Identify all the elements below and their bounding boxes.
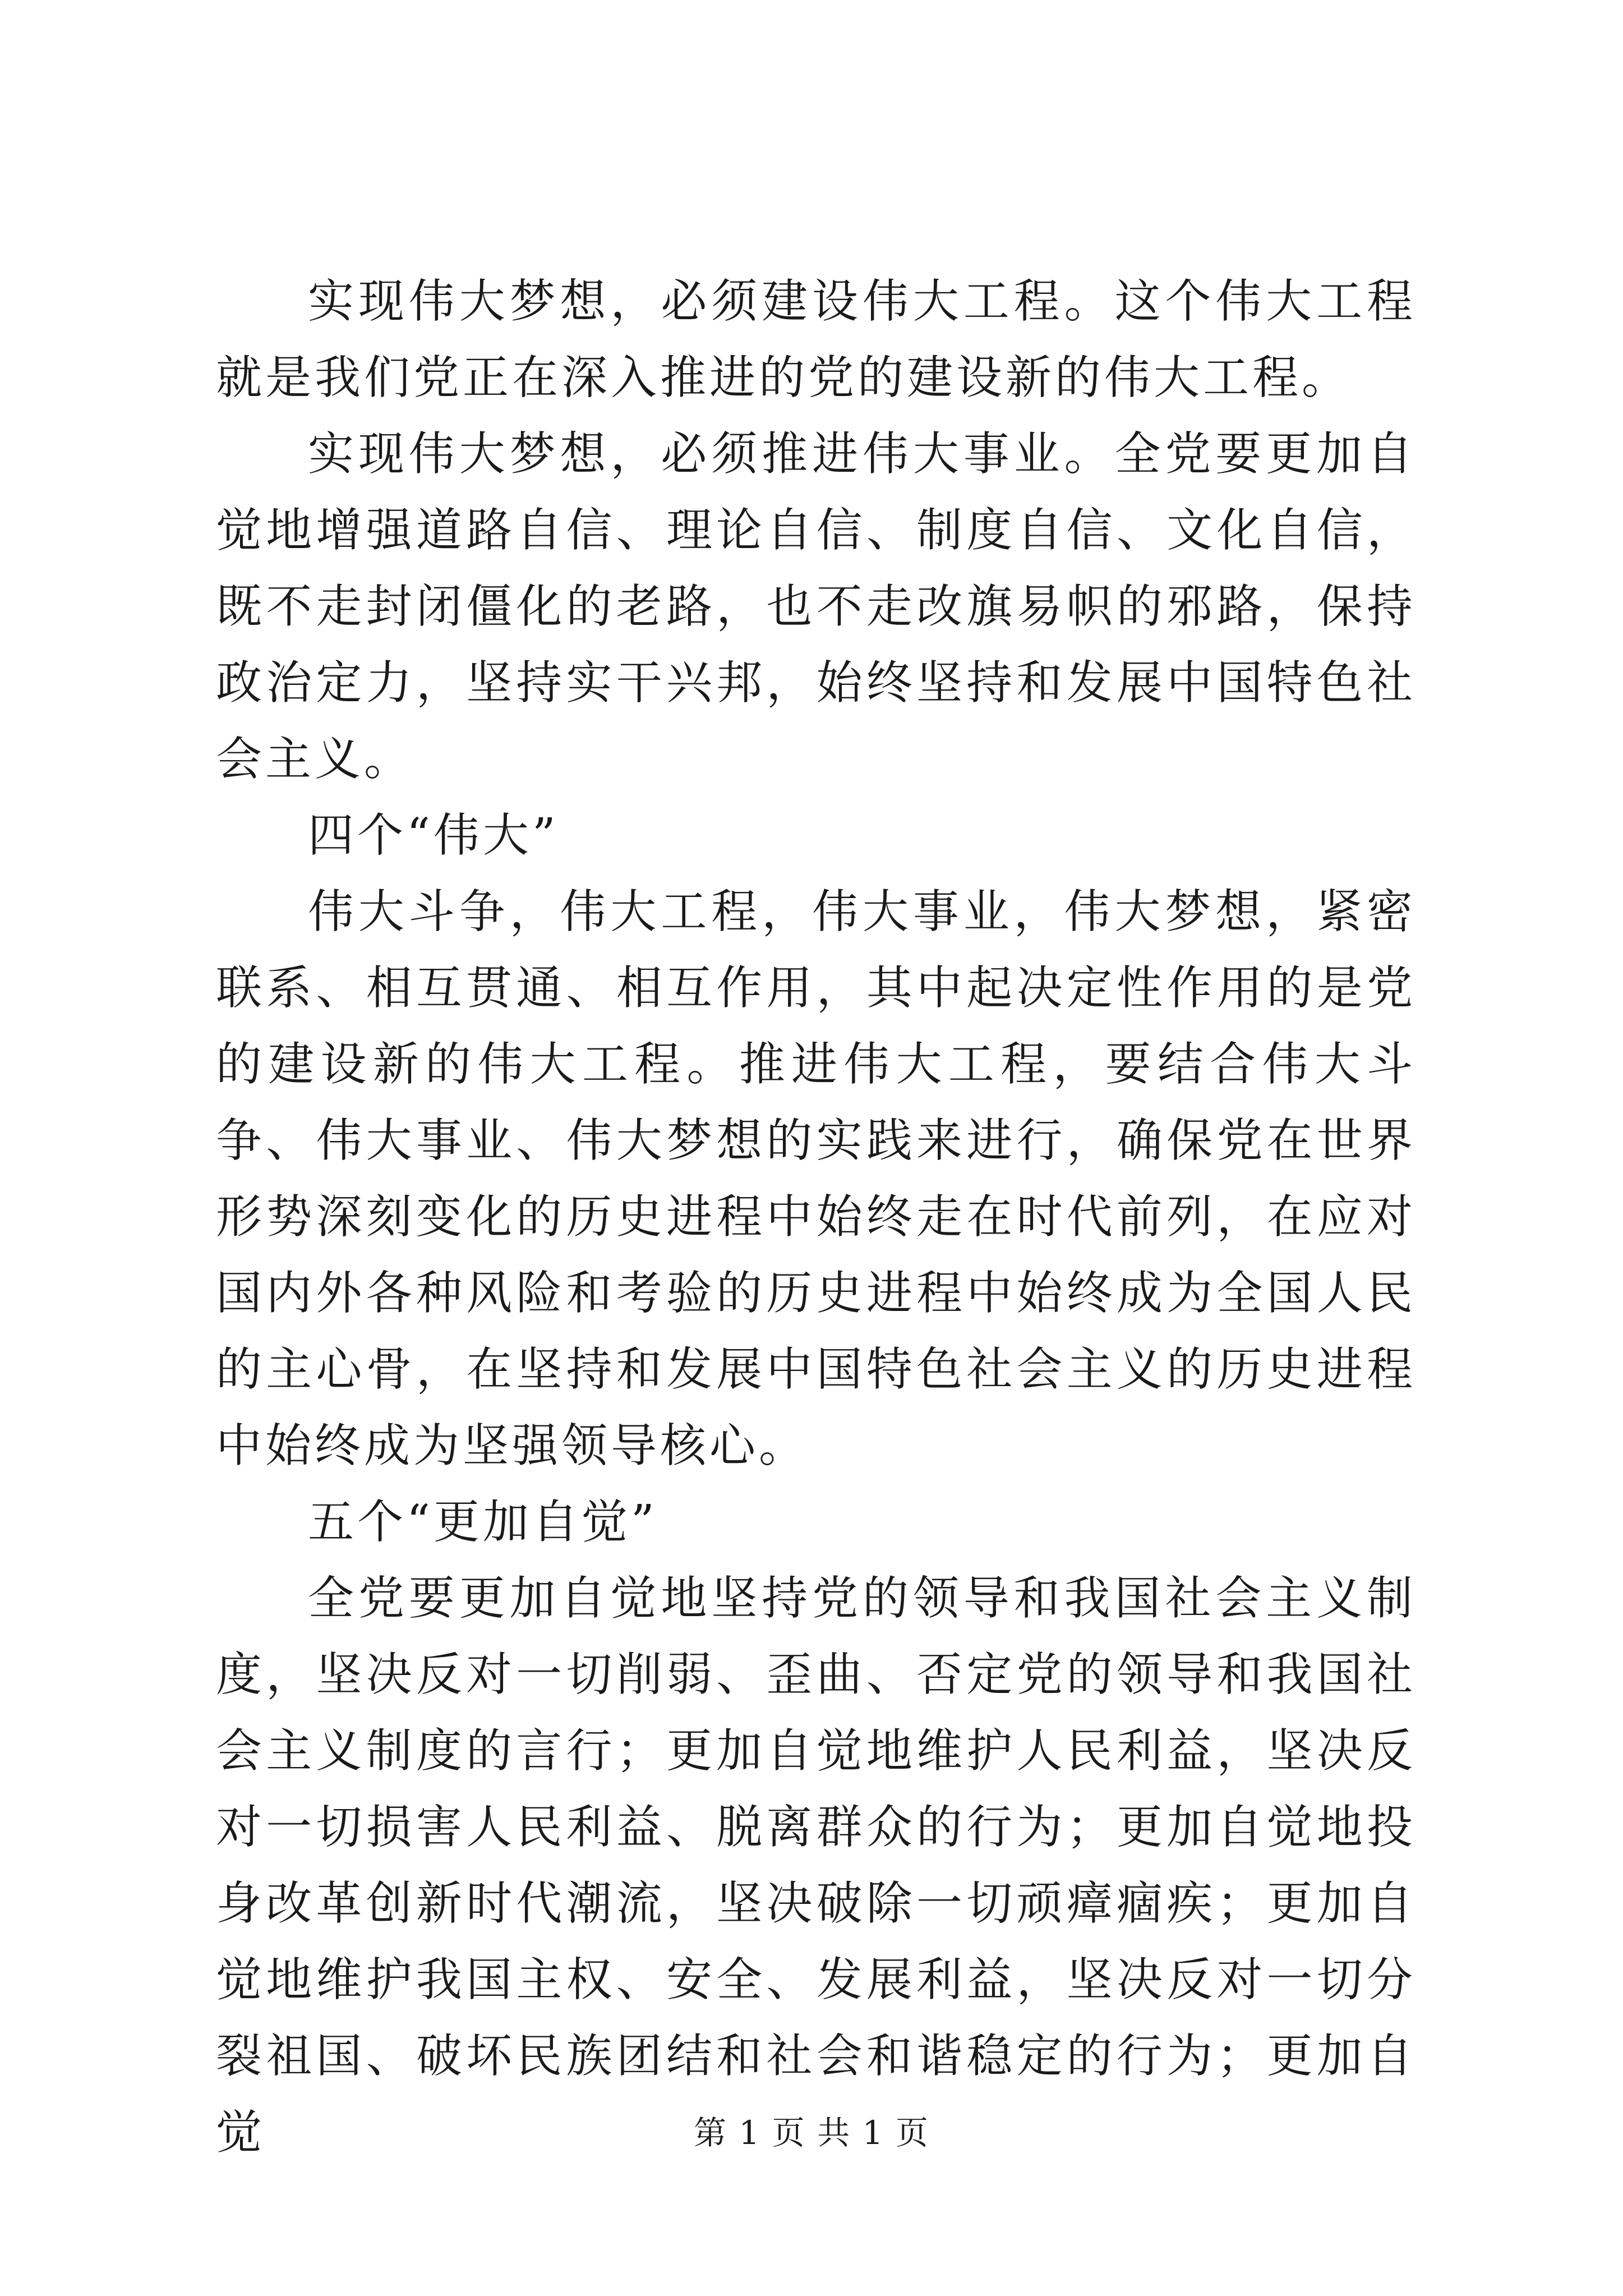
paragraph-great-cause: 实现伟大梦想，必须推进伟大事业。全党要更加自觉地增强道路自信、理论自信、制度自信、文化自信，既不走封闭僵化的老路，也不走改旗易帜的邪路，保持政治定力，坚持实干兴邦，始终坚持和发展中国特色社会主义。: [216, 427, 1416, 786]
heading-four-greats: 四个“伟大”: [308, 809, 559, 862]
page-number-footer: 第 1 页 共 1 页: [694, 2114, 929, 2152]
heading-five-more-conscious: 五个“更加自觉”: [308, 1496, 658, 1549]
paragraph-five-more-conscious: 全党要更加自觉地坚持党的领导和我国社会主义制度，坚决反对一切削弱、歪曲、否定党的领导和我国社会主义制度的言行；更加自觉地维护人民利益，坚决反对一切损害人民利益、脱离群众的行为；更加自觉地投身改革创新时代潮流，坚决破除一切顽瘴痼疾；更加自觉地维护我国主权、安全、发展利益，坚决反对一切分裂祖国、破坏民族团结和社会和谐稳定的行为；更加自觉: [216, 1572, 1416, 2159]
paragraph-four-greats: 伟大斗争，伟大工程，伟大事业，伟大梦想，紧密联系、相互贯通、相互作用，其中起决定性作用的是党的建设新的伟大工程。推进伟大工程，要结合伟大斗争、伟大事业、伟大梦想的实践来进行，确保党在世界形势深刻变化的历史进程中始终走在时代前列，在应对国内外各种风险和考验的历史进程中始终成为全国人民的主心骨，在坚持和发展中国特色社会主义的历史进程中始终成为坚强领导核心。: [216, 885, 1416, 1473]
paragraph-great-project: 实现伟大梦想，必须建设伟大工程。这个伟大工程就是我们党正在深入推进的党的建设新的伟大工程。: [216, 275, 1416, 404]
document-body: [216, 264, 1416, 2171]
